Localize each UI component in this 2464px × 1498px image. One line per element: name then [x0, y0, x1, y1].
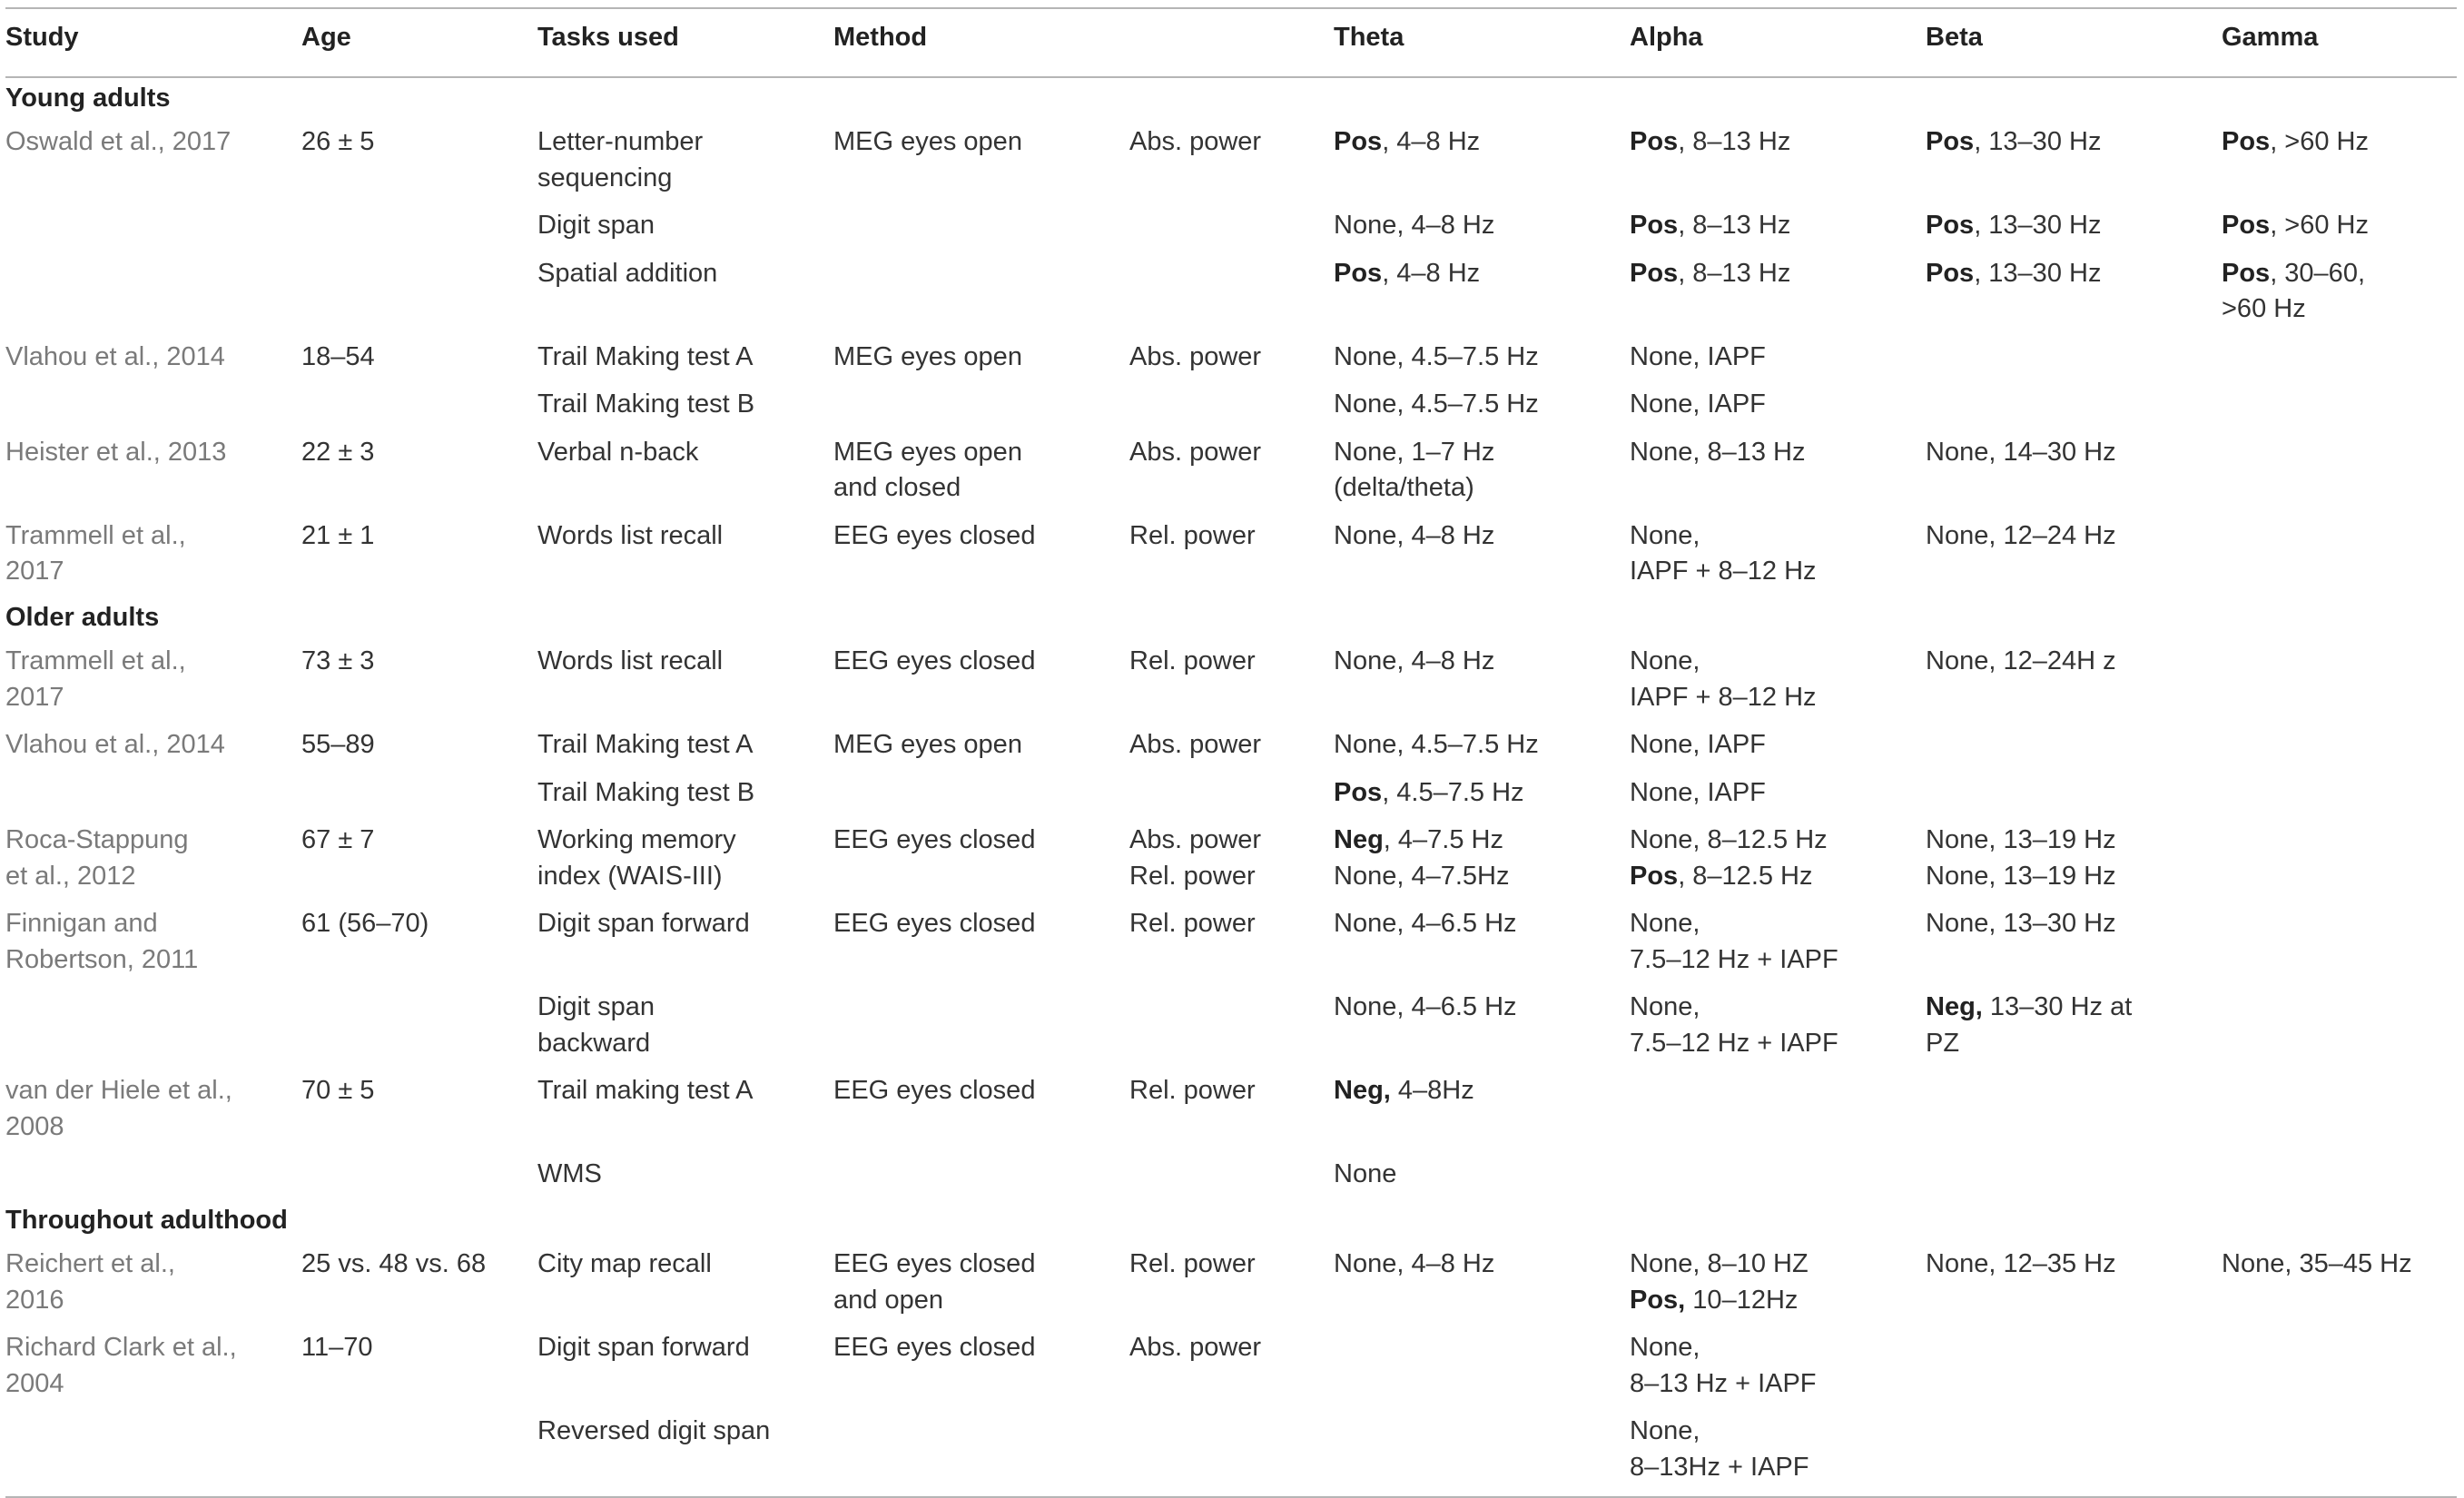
gamma-finding-label: Pos: [2222, 127, 2271, 156]
task-cell: Words list recall: [537, 520, 724, 550]
theta-finding-label: Pos: [1334, 258, 1383, 288]
header-alpha: Alpha: [1630, 8, 1926, 77]
measure-cell: Rel. power: [1129, 646, 1256, 675]
gamma-cell: [2222, 430, 2457, 514]
theta-finding-text: None, 4–8 Hz: [1334, 211, 1495, 240]
theta-cell: [1334, 818, 1630, 902]
measure-cell: [1129, 1152, 1334, 1200]
alpha-cell: [1630, 1409, 1926, 1497]
gamma-finding-label: Pos: [2222, 211, 2271, 240]
alpha-finding-label: Pos: [1630, 127, 1679, 156]
age-cell: [301, 1409, 537, 1497]
age-cell: [301, 771, 537, 819]
header-age: Age: [301, 8, 537, 77]
study-cell: [5, 382, 301, 430]
gamma-cell: [2222, 1409, 2457, 1497]
measure-cell: Rel. power: [1129, 1249, 1256, 1278]
study-cell: [5, 203, 301, 251]
gamma-finding-label: Pos: [2222, 258, 2271, 288]
gamma-finding-text: , >60 Hz: [2270, 211, 2369, 240]
header-tasks: Tasks used: [537, 8, 833, 77]
theta-finding-label: Neg: [1334, 825, 1384, 854]
theta-cell: [1334, 120, 1630, 203]
study-cell: Roca-Stappung et al., 2012: [5, 825, 189, 891]
alpha-cell: [1630, 120, 1926, 203]
table-row: [5, 639, 2457, 723]
table-row: [5, 335, 2457, 383]
method-cell: [833, 1152, 1129, 1200]
theta-finding-label: Pos: [1334, 777, 1383, 807]
header-study: Study: [5, 8, 301, 77]
theta-cell: [1334, 639, 1630, 723]
gamma-cell: [2222, 1242, 2457, 1326]
beta-finding-label: Neg,: [1926, 992, 1983, 1021]
task-cell: Verbal n-back: [537, 437, 699, 467]
measure-cell: [1129, 382, 1334, 430]
measure-cell: [1129, 1409, 1334, 1497]
gamma-finding-text: None, 35–45 Hz: [2222, 1249, 2412, 1278]
alpha-cell: [1630, 1152, 1926, 1200]
gamma-cell: [2222, 1152, 2457, 1200]
table-row: [5, 1242, 2457, 1326]
theta-finding-label: Neg,: [1334, 1076, 1391, 1105]
alpha-finding-text: None, IAPF: [1630, 777, 1766, 807]
header-beta: Beta: [1926, 8, 2222, 77]
theta-cell: [1334, 514, 1630, 597]
data-table: [5, 7, 2457, 1498]
gamma-cell: [2222, 382, 2457, 430]
age-cell: 67 ± 7: [301, 825, 375, 854]
theta-finding-text: None, 4–6.5 Hz: [1334, 992, 1517, 1021]
gamma-finding-text: , 30–60, >60 Hz: [2222, 258, 2366, 323]
theta-cell: [1334, 430, 1630, 514]
age-cell: 21 ± 1: [301, 520, 375, 550]
beta-finding-text: None, 12–35 Hz: [1926, 1249, 2116, 1278]
alpha-finding-text: , 8–13 Hz: [1678, 127, 1791, 156]
header-row: [5, 8, 2457, 77]
age-cell: 55–89: [301, 730, 375, 759]
alpha-finding-text: None, IAPF: [1630, 730, 1766, 759]
theta-cell: [1334, 723, 1630, 771]
task-cell: Words list recall: [537, 646, 724, 675]
alpha-finding-text: None, 7.5–12 Hz + IAPF: [1630, 992, 1838, 1058]
task-cell: Trail making test A: [537, 1076, 754, 1105]
measure-cell: [1129, 203, 1334, 251]
task-cell: Trail Making test B: [537, 389, 755, 419]
measure-cell: Abs. power: [1129, 1333, 1262, 1362]
beta-cell: [1926, 430, 2222, 514]
alpha-finding-text: None, 8–10 HZ: [1630, 1249, 1809, 1278]
table-row: [5, 1152, 2457, 1200]
table-row: [5, 771, 2457, 819]
study-cell: Reichert et al., 2016: [5, 1249, 175, 1315]
measure-cell: Abs. power: [1129, 127, 1262, 156]
table-row: [5, 1409, 2457, 1497]
alpha-cell: [1630, 1242, 1926, 1326]
gamma-cell: [2222, 985, 2457, 1069]
alpha-cell: [1630, 902, 1926, 985]
beta-finding-text: , 13–30 Hz: [1974, 258, 2102, 288]
alpha-cell: [1630, 514, 1926, 597]
alpha-finding-text: None, 8–13Hz + IAPF: [1630, 1416, 1809, 1482]
method-cell: [833, 771, 1129, 819]
alpha-cell: [1630, 335, 1926, 383]
alpha-cell: [1630, 723, 1926, 771]
theta-finding-text: 4–8Hz: [1390, 1076, 1474, 1105]
alpha-cell: [1630, 985, 1926, 1069]
method-cell: [833, 1409, 1129, 1497]
table-row: [5, 902, 2457, 985]
table-row: [5, 430, 2457, 514]
table-row: [5, 203, 2457, 251]
table-row: [5, 1069, 2457, 1152]
age-cell: [301, 382, 537, 430]
beta-cell: [1926, 985, 2222, 1069]
measure-cell: [1129, 771, 1334, 819]
section-header-row: [5, 1200, 2457, 1243]
method-cell: EEG eyes closed: [833, 1076, 1036, 1105]
section-header-row: [5, 77, 2457, 121]
gamma-cell: [2222, 771, 2457, 819]
measure-cell: Abs. power: [1129, 341, 1262, 371]
theta-finding-text: None, 4–6.5 Hz: [1334, 909, 1517, 938]
gamma-cell: [2222, 203, 2457, 251]
beta-cell: [1926, 1242, 2222, 1326]
theta-cell: [1334, 335, 1630, 383]
theta-finding-text: None, 4–8 Hz: [1334, 646, 1495, 675]
alpha-finding-text: None, 8–13 Hz: [1630, 437, 1806, 467]
gamma-cell: [2222, 639, 2457, 723]
task-cell: Working memory index (WAIS-III): [537, 825, 736, 891]
task-cell: Trail Making test B: [537, 777, 755, 807]
theta-cell: [1334, 1242, 1630, 1326]
beta-cell: [1926, 335, 2222, 383]
gamma-cell: [2222, 1069, 2457, 1152]
beta-cell: [1926, 514, 2222, 597]
study-cell: [5, 1409, 301, 1497]
gamma-cell: [2222, 514, 2457, 597]
theta-cell: [1334, 1409, 1630, 1497]
beta-finding-label: Pos: [1926, 258, 1975, 288]
measure-cell: [1129, 985, 1334, 1069]
beta-cell: [1926, 1152, 2222, 1200]
task-cell: Trail Making test A: [537, 730, 754, 759]
alpha-cell: [1630, 1326, 1926, 1409]
age-cell: [301, 203, 537, 251]
theta-finding-text: , 4.5–7.5 Hz: [1382, 777, 1524, 807]
beta-cell: [1926, 723, 2222, 771]
beta-cell: [1926, 1069, 2222, 1152]
theta-finding-text: , 4–8 Hz: [1382, 127, 1481, 156]
header-measure: [1129, 8, 1334, 77]
study-cell: [5, 771, 301, 819]
task-cell: City map recall: [537, 1249, 712, 1278]
method-cell: [833, 203, 1129, 251]
study-cell: Vlahou et al., 2014: [5, 730, 225, 759]
beta-finding-text: None, 13–19 Hz None, 13–19 Hz: [1926, 825, 2116, 891]
theta-cell: [1334, 771, 1630, 819]
section-title: Young adults: [5, 83, 171, 113]
header-theta: Theta: [1334, 8, 1630, 77]
study-cell: van der Hiele et al., 2008: [5, 1076, 232, 1141]
age-cell: 22 ± 3: [301, 437, 375, 467]
beta-finding-text: None, 14–30 Hz: [1926, 437, 2116, 467]
gamma-cell: [2222, 818, 2457, 902]
theta-finding-text: None, 4–8 Hz: [1334, 520, 1495, 550]
gamma-cell: [2222, 251, 2457, 335]
beta-finding-label: Pos: [1926, 211, 1975, 240]
theta-finding-text: None: [1334, 1159, 1397, 1188]
theta-finding-text: None, 1–7 Hz (delta/theta): [1334, 437, 1495, 502]
theta-cell: [1334, 251, 1630, 335]
theta-cell: [1334, 1152, 1630, 1200]
measure-cell: Rel. power: [1129, 909, 1256, 938]
beta-cell: [1926, 818, 2222, 902]
task-cell: WMS: [537, 1159, 602, 1188]
age-cell: 70 ± 5: [301, 1076, 375, 1105]
method-cell: MEG eyes open: [833, 730, 1022, 759]
study-cell: Vlahou et al., 2014: [5, 341, 225, 371]
theta-finding-text: None, 4.5–7.5 Hz: [1334, 730, 1539, 759]
method-cell: EEG eyes closed: [833, 825, 1036, 854]
study-cell: [5, 985, 301, 1069]
age-cell: 61 (56–70): [301, 909, 429, 938]
gamma-cell: [2222, 902, 2457, 985]
measure-cell: Abs. power Rel. power: [1129, 825, 1262, 891]
study-cell: Trammell et al., 2017: [5, 646, 186, 712]
table-row: [5, 985, 2457, 1069]
alpha-finding-text: , 8–13 Hz: [1678, 258, 1791, 288]
method-cell: [833, 382, 1129, 430]
beta-cell: [1926, 902, 2222, 985]
alpha-finding-text: 10–12Hz: [1685, 1285, 1799, 1315]
alpha-finding-text: None, 8–13 Hz + IAPF: [1630, 1333, 1817, 1398]
table-body: [5, 77, 2457, 1498]
age-cell: 25 vs. 48 vs. 68: [301, 1249, 487, 1278]
task-cell: Trail Making test A: [537, 341, 754, 371]
beta-cell: [1926, 203, 2222, 251]
beta-cell: [1926, 1409, 2222, 1497]
theta-cell: [1334, 985, 1630, 1069]
task-cell: Digit span: [537, 211, 655, 240]
task-cell: Letter-number sequencing: [537, 127, 704, 192]
theta-cell: [1334, 1326, 1630, 1409]
alpha-finding-text: , 8–13 Hz: [1678, 211, 1791, 240]
gamma-cell: [2222, 335, 2457, 383]
theta-finding-text: None, 4–7.5Hz: [1334, 861, 1510, 891]
study-cell: Heister et al., 2013: [5, 437, 227, 467]
beta-cell: [1926, 120, 2222, 203]
measure-cell: [1129, 251, 1334, 335]
alpha-finding-label: Pos: [1630, 211, 1679, 240]
alpha-finding-text: None, 7.5–12 Hz + IAPF: [1630, 909, 1838, 974]
age-cell: 18–54: [301, 341, 375, 371]
method-cell: MEG eyes open: [833, 127, 1022, 156]
age-cell: 26 ± 5: [301, 127, 375, 156]
measure-cell: Abs. power: [1129, 437, 1262, 467]
alpha-cell: [1630, 251, 1926, 335]
method-cell: [833, 985, 1129, 1069]
section-header-row: [5, 597, 2457, 640]
beta-cell: [1926, 771, 2222, 819]
method-cell: MEG eyes open and closed: [833, 437, 1022, 502]
age-cell: [301, 251, 537, 335]
method-cell: EEG eyes closed: [833, 909, 1036, 938]
alpha-cell: [1630, 1069, 1926, 1152]
age-cell: 11–70: [301, 1333, 373, 1362]
alpha-cell: [1630, 639, 1926, 723]
table-row: [5, 382, 2457, 430]
alpha-cell: [1630, 382, 1926, 430]
task-cell: Digit span forward: [537, 909, 750, 938]
beta-finding-text: None, 13–30 Hz: [1926, 909, 2116, 938]
theta-finding-text: None, 4.5–7.5 Hz: [1334, 341, 1539, 371]
alpha-finding-label: Pos,: [1630, 1285, 1686, 1315]
theta-finding-label: Pos: [1334, 127, 1383, 156]
beta-finding-text: None, 12–24H z: [1926, 646, 2116, 675]
alpha-cell: [1630, 818, 1926, 902]
table-row: [5, 723, 2457, 771]
table-row: [5, 818, 2457, 902]
theta-finding-text: None, 4.5–7.5 Hz: [1334, 389, 1539, 419]
alpha-finding-text: None, IAPF + 8–12 Hz: [1630, 646, 1817, 712]
study-cell: [5, 1152, 301, 1200]
alpha-finding-label: Pos: [1630, 258, 1679, 288]
method-cell: MEG eyes open: [833, 341, 1022, 371]
beta-cell: [1926, 382, 2222, 430]
age-cell: [301, 985, 537, 1069]
table-row: [5, 1326, 2457, 1409]
beta-cell: [1926, 639, 2222, 723]
beta-cell: [1926, 1326, 2222, 1409]
study-cell: Richard Clark et al., 2004: [5, 1333, 237, 1398]
beta-finding-text: 13–30 Hz at PZ: [1926, 992, 2133, 1058]
alpha-finding-text: , 8–12.5 Hz: [1678, 861, 1813, 891]
header-gamma: Gamma: [2222, 8, 2457, 77]
gamma-cell: [2222, 120, 2457, 203]
beta-finding-text: , 13–30 Hz: [1974, 211, 2102, 240]
task-cell: Digit span backward: [537, 992, 655, 1058]
study-cell: [5, 251, 301, 335]
measure-cell: Rel. power: [1129, 1076, 1256, 1105]
method-cell: EEG eyes closed and open: [833, 1249, 1036, 1315]
theta-cell: [1334, 1069, 1630, 1152]
task-cell: Reversed digit span: [537, 1409, 833, 1497]
alpha-cell: [1630, 771, 1926, 819]
task-cell: Spatial addition: [537, 258, 718, 288]
study-cell: Oswald et al., 2017: [5, 127, 232, 156]
gamma-cell: [2222, 723, 2457, 771]
beta-finding-label: Pos: [1926, 127, 1975, 156]
alpha-cell: [1630, 430, 1926, 514]
alpha-finding-text: None, 8–12.5 Hz: [1630, 825, 1828, 854]
task-cell: Digit span forward: [537, 1333, 750, 1362]
section-title: Older adults: [5, 602, 160, 632]
beta-finding-text: , 13–30 Hz: [1974, 127, 2102, 156]
method-cell: [833, 251, 1129, 335]
theta-finding-text: , 4–8 Hz: [1382, 258, 1481, 288]
beta-finding-text: None, 12–24 Hz: [1926, 520, 2116, 550]
gamma-cell: [2222, 1326, 2457, 1409]
theta-cell: [1334, 203, 1630, 251]
method-cell: EEG eyes closed: [833, 646, 1036, 675]
theta-finding-text: None, 4–8 Hz: [1334, 1249, 1495, 1278]
theta-cell: [1334, 902, 1630, 985]
alpha-cell: [1630, 203, 1926, 251]
section-title: Throughout adulthood: [5, 1205, 288, 1235]
table-row: [5, 514, 2457, 597]
study-cell: Trammell et al., 2017: [5, 520, 186, 586]
measure-cell: Rel. power: [1129, 520, 1256, 550]
alpha-finding-label: Pos: [1630, 861, 1679, 891]
method-cell: EEG eyes closed: [833, 1333, 1036, 1362]
header-method: Method: [833, 8, 1129, 77]
method-cell: EEG eyes closed: [833, 520, 1036, 550]
gamma-finding-text: , >60 Hz: [2270, 127, 2369, 156]
measure-cell: Abs. power: [1129, 730, 1262, 759]
age-cell: [301, 1152, 537, 1200]
age-cell: 73 ± 3: [301, 646, 375, 675]
study-cell: Finnigan and Robertson, 2011: [5, 909, 199, 974]
table-row: [5, 120, 2457, 203]
alpha-finding-text: None, IAPF: [1630, 341, 1766, 371]
theta-cell: [1334, 382, 1630, 430]
alpha-finding-text: None, IAPF: [1630, 389, 1766, 419]
theta-finding-text: , 4–7.5 Hz: [1383, 825, 1503, 854]
beta-cell: [1926, 251, 2222, 335]
alpha-finding-text: None, IAPF + 8–12 Hz: [1630, 520, 1817, 586]
table-row: [5, 251, 2457, 335]
